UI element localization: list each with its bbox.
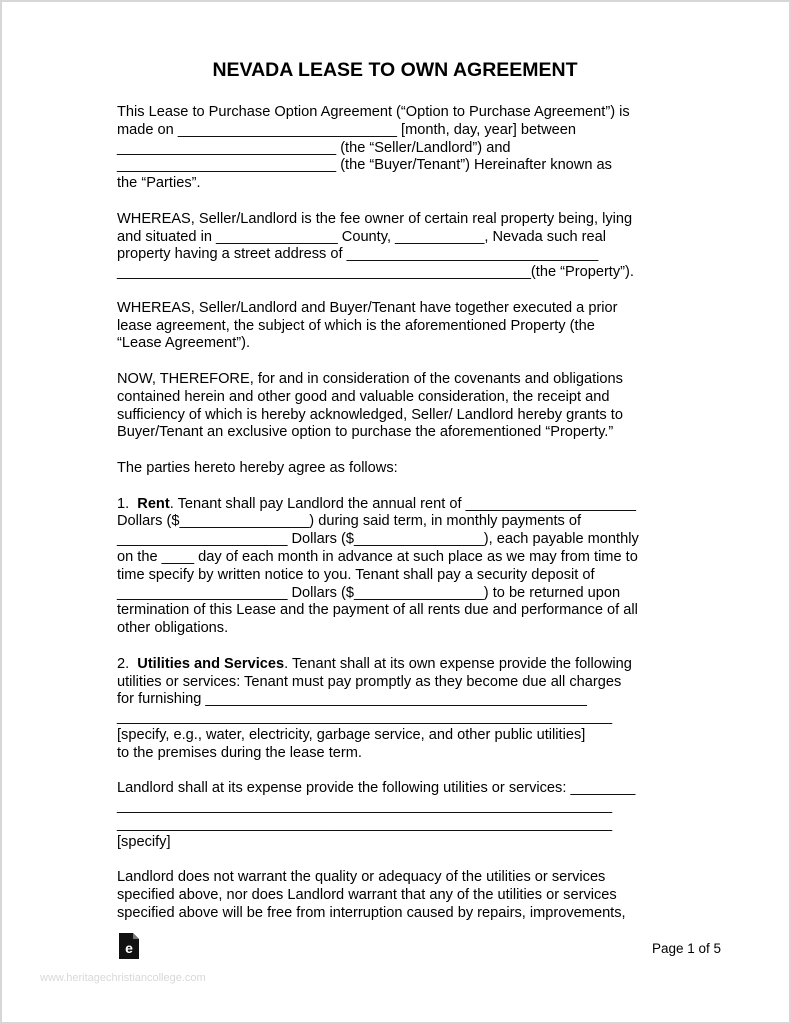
- text-line: for furnishing _______________________________________________: [117, 691, 587, 708]
- text-line: WHEREAS, Seller/Landlord is the fee owner of certain real property being, lying: [117, 210, 633, 227]
- eforms-logo-icon: [119, 933, 139, 959]
- rent-section: [117, 496, 673, 638]
- text-line: time specify by written notice to you. Tenant shall pay a security deposit of: [117, 566, 595, 583]
- text-line: WHEREAS, Seller/Landlord and Buyer/Tenant have together executed a prior: [117, 299, 618, 316]
- utilities-section: [117, 656, 673, 727]
- text-line: “Lease Agreement”).: [117, 335, 251, 352]
- text-line: to the premises during the lease term.: [117, 744, 362, 761]
- whereas-lease-paragraph: [117, 300, 673, 353]
- text-line: Buyer/Tenant an exclusive option to purchase the aforementioned “Property.”: [117, 424, 614, 441]
- text-line: _____________________ Dollars ($________________) to be returned upon: [117, 584, 621, 601]
- document-body: [117, 58, 673, 940]
- text-line: . Tenant shall pay Landlord the annual rent of _____________________: [169, 495, 637, 512]
- landlord-utilities-paragraph: [117, 780, 673, 833]
- text-line: on the ____ day of each month in advance at such place as we may from time to: [117, 548, 638, 565]
- text-line: termination of this Lease and the payment of all rents due and performance of all: [117, 602, 638, 619]
- text-line: [specify, e.g., water, electricity, garbage service, and other public utilities]: [117, 726, 586, 743]
- text-line: lease agreement, the subject of which is the aforementioned Property (the: [117, 317, 595, 334]
- text-line: and situated in _______________ County, ___________, Nevada such real: [117, 228, 607, 245]
- section-number: 2.: [117, 655, 138, 672]
- specify-utilities-paragraph: [117, 727, 673, 763]
- text-line: Landlord shall at its expense provide the following utilities or services: ________: [117, 780, 636, 797]
- text-line: This Lease to Purchase Option Agreement (“Option to Purchase Agreement”) is: [117, 104, 630, 120]
- document-title: NEVADA LEASE TO OWN AGREEMENT: [212, 59, 578, 81]
- page-number: Page 1 of 5: [651, 941, 721, 956]
- text-line: _____________________________________________________________: [117, 815, 613, 832]
- watermark-text: www.heritagechristiancollege.com: [40, 972, 206, 984]
- text-line: specified above, nor does Landlord warrant that any of the utilities or services: [117, 887, 617, 904]
- text-line: contained herein and other good and valuable consideration, the receipt and: [117, 388, 610, 405]
- svg-text:e: e: [125, 940, 133, 956]
- utilities-heading: Utilities and Services: [137, 655, 285, 672]
- text-line: Landlord does not warrant the quality or adequacy of the utilities or services: [117, 869, 606, 886]
- text-line: sufficiency of which is hereby acknowledged, Seller/ Landlord hereby grants to: [117, 406, 623, 423]
- text-line: property having a street address of _______________________________: [117, 246, 599, 263]
- text-line: ___________________________ (the “Buyer/Tenant”) Hereinafter known as: [117, 157, 612, 174]
- text-line: the “Parties”.: [117, 175, 201, 192]
- agree-paragraph: The parties hereto hereby agree as follows:: [117, 459, 398, 476]
- specify-paragraph: [specify]: [117, 833, 171, 850]
- intro-paragraph: [117, 104, 673, 193]
- text-line: _____________________________________________________________: [117, 709, 613, 726]
- warranty-paragraph: [117, 869, 673, 922]
- rent-heading: Rent: [137, 495, 170, 512]
- text-line: utilities or services: Tenant must pay promptly as they become due all charges: [117, 673, 622, 690]
- text-line: _____________________ Dollars ($________________), each payable monthly: [117, 531, 639, 548]
- utilities-first-line: [117, 656, 673, 674]
- text-line: other obligations.: [117, 620, 229, 637]
- text-line: specified above will be free from interruption caused by repairs, improvements,: [117, 904, 626, 921]
- text-line: NOW, THEREFORE, for and in consideration of the covenants and obligations: [117, 370, 623, 387]
- text-line: ___________________________ (the “Seller/Landlord”) and: [117, 139, 511, 156]
- rent-first-line: [117, 496, 673, 514]
- section-number: 1.: [117, 495, 138, 512]
- text-line: ___________________________________________________(the “Property”).: [117, 264, 634, 281]
- text-line: . Tenant shall at its own expense provide the following: [284, 655, 632, 672]
- text-line: made on ___________________________ [month, day, year] between: [117, 121, 576, 138]
- text-line: _____________________________________________________________: [117, 798, 613, 815]
- now-therefore-paragraph: [117, 371, 673, 442]
- text-line: Dollars ($________________) during said term, in monthly payments of: [117, 513, 582, 530]
- whereas-property-paragraph: [117, 211, 673, 282]
